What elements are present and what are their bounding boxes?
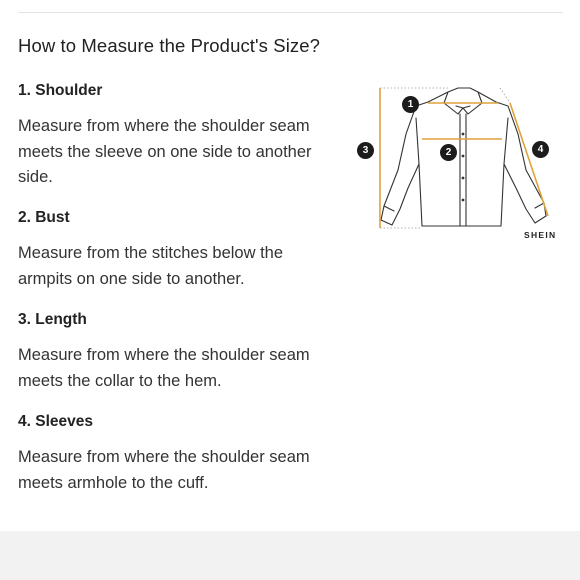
marker-shoulder-badge: 1 (402, 96, 419, 113)
section-description: Measure from where the shoulder seam meets the sleeve on one side to another side. (18, 117, 312, 186)
page-title: How to Measure the Product's Size? (18, 35, 321, 56)
section-description: Measure from where the shoulder seam meets armhole to the cuff. (18, 448, 310, 492)
section-heading: 2. Bust (18, 209, 70, 226)
marker-sleeves-badge: 4 (532, 141, 549, 158)
measure-section-length (18, 311, 328, 394)
footer-band (0, 531, 580, 580)
top-divider (18, 12, 563, 13)
measure-section-shoulder (18, 82, 328, 191)
measure-section-sleeves (18, 413, 328, 496)
shirt-measurement-diagram (350, 78, 565, 248)
brand-logo: SHEIN (524, 230, 557, 240)
section-heading: 3. Length (18, 311, 87, 328)
section-description: Measure from where the shoulder seam meets the collar to the hem. (18, 346, 310, 390)
measure-section-bust (18, 209, 328, 292)
marker-bust-badge: 2 (440, 144, 457, 161)
marker-length-badge: 3 (357, 142, 374, 159)
section-heading: 4. Sleeves (18, 413, 93, 430)
shirt-measurement-icon (350, 78, 565, 248)
section-description: Measure from the stitches below the armpits on one side to another. (18, 244, 284, 288)
section-heading: 1. Shoulder (18, 82, 103, 99)
